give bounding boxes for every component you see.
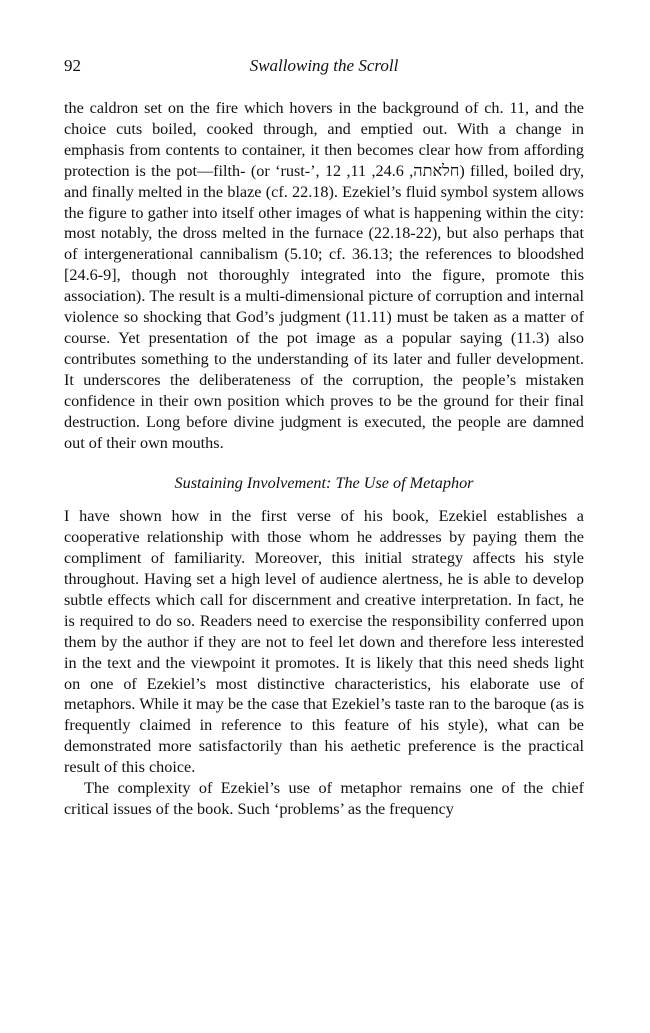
running-title: Swallowing the Scroll [249, 56, 399, 75]
page-number: 92 [64, 56, 81, 75]
section-heading: Sustaining Involvement: The Use of Metaphor [174, 474, 474, 493]
body-paragraph: the caldron set on the fire which hovers in the background of ch. 11, and the choice cuts boiled, cooked through, and emptied out. With a change in emphasis from contents to container, it then becomes clear how from affording protection is the pot—filth- (or ‘rust-’, חלאתה, 24.6, 11, 12) filled, boiled dry, and finally melted in the blaze (cf. 22.18). Ezekiel’s fluid symbol system allows the figure to gather into itself other images of what is happening within the city: most notably, the dross melted in the furnace (22.18-22), but also perhaps that of intergenerational cannibalism (5.10; cf. 36.13; the references to bloodshed [24.6-9], though not thoroughly integrated into the figure, promote this association). The result is a multi-dimensional picture of corruption and internal violence so shocking that God’s judgment (11.11) must be taken as a matter of course. Yet presentation of the pot image as a popular saying (11.3) also contributes something to the understanding of its later and fuller development. It underscores the deliberateness of the corruption, the people’s mistaken confidence in their own position which proves to be the ground for their final destruction. Long before divine judgment is executed, the people are damned out of their own mouths. [64, 99, 584, 452]
body-paragraph: The complexity of Ezekiel’s use of metaphor remains one of the chief critical issues of the book. Such ‘problems’ as the frequency [64, 779, 584, 818]
book-page [64, 56, 584, 820]
body-paragraph: I have shown how in the first verse of his book, Ezekiel establishes a cooperative relationship with those whom he addresses by paying them the compliment of familiarity. Moreover, this initial strategy affects his style throughout. Having set a high level of audience alertness, he is able to develop subtle effects which call for discernment and creative interpretation. In fact, he is required to do so. Readers need to exercise the responsibility conferred upon them by the author if they are not to feel let down and therefore less interested in the text and the viewpoint it promotes. It is likely that this need sheds light on one of Ezekiel’s most distinctive characteristics, his elaborate use of metaphors. While it may be the case that Ezekiel’s taste ran to the baroque (as is frequently claimed in reference to this feature of his style), what can be demonstrated more satisfactorily than his aethetic preference is the practical result of this choice. [64, 507, 584, 777]
running-head [64, 56, 584, 84]
